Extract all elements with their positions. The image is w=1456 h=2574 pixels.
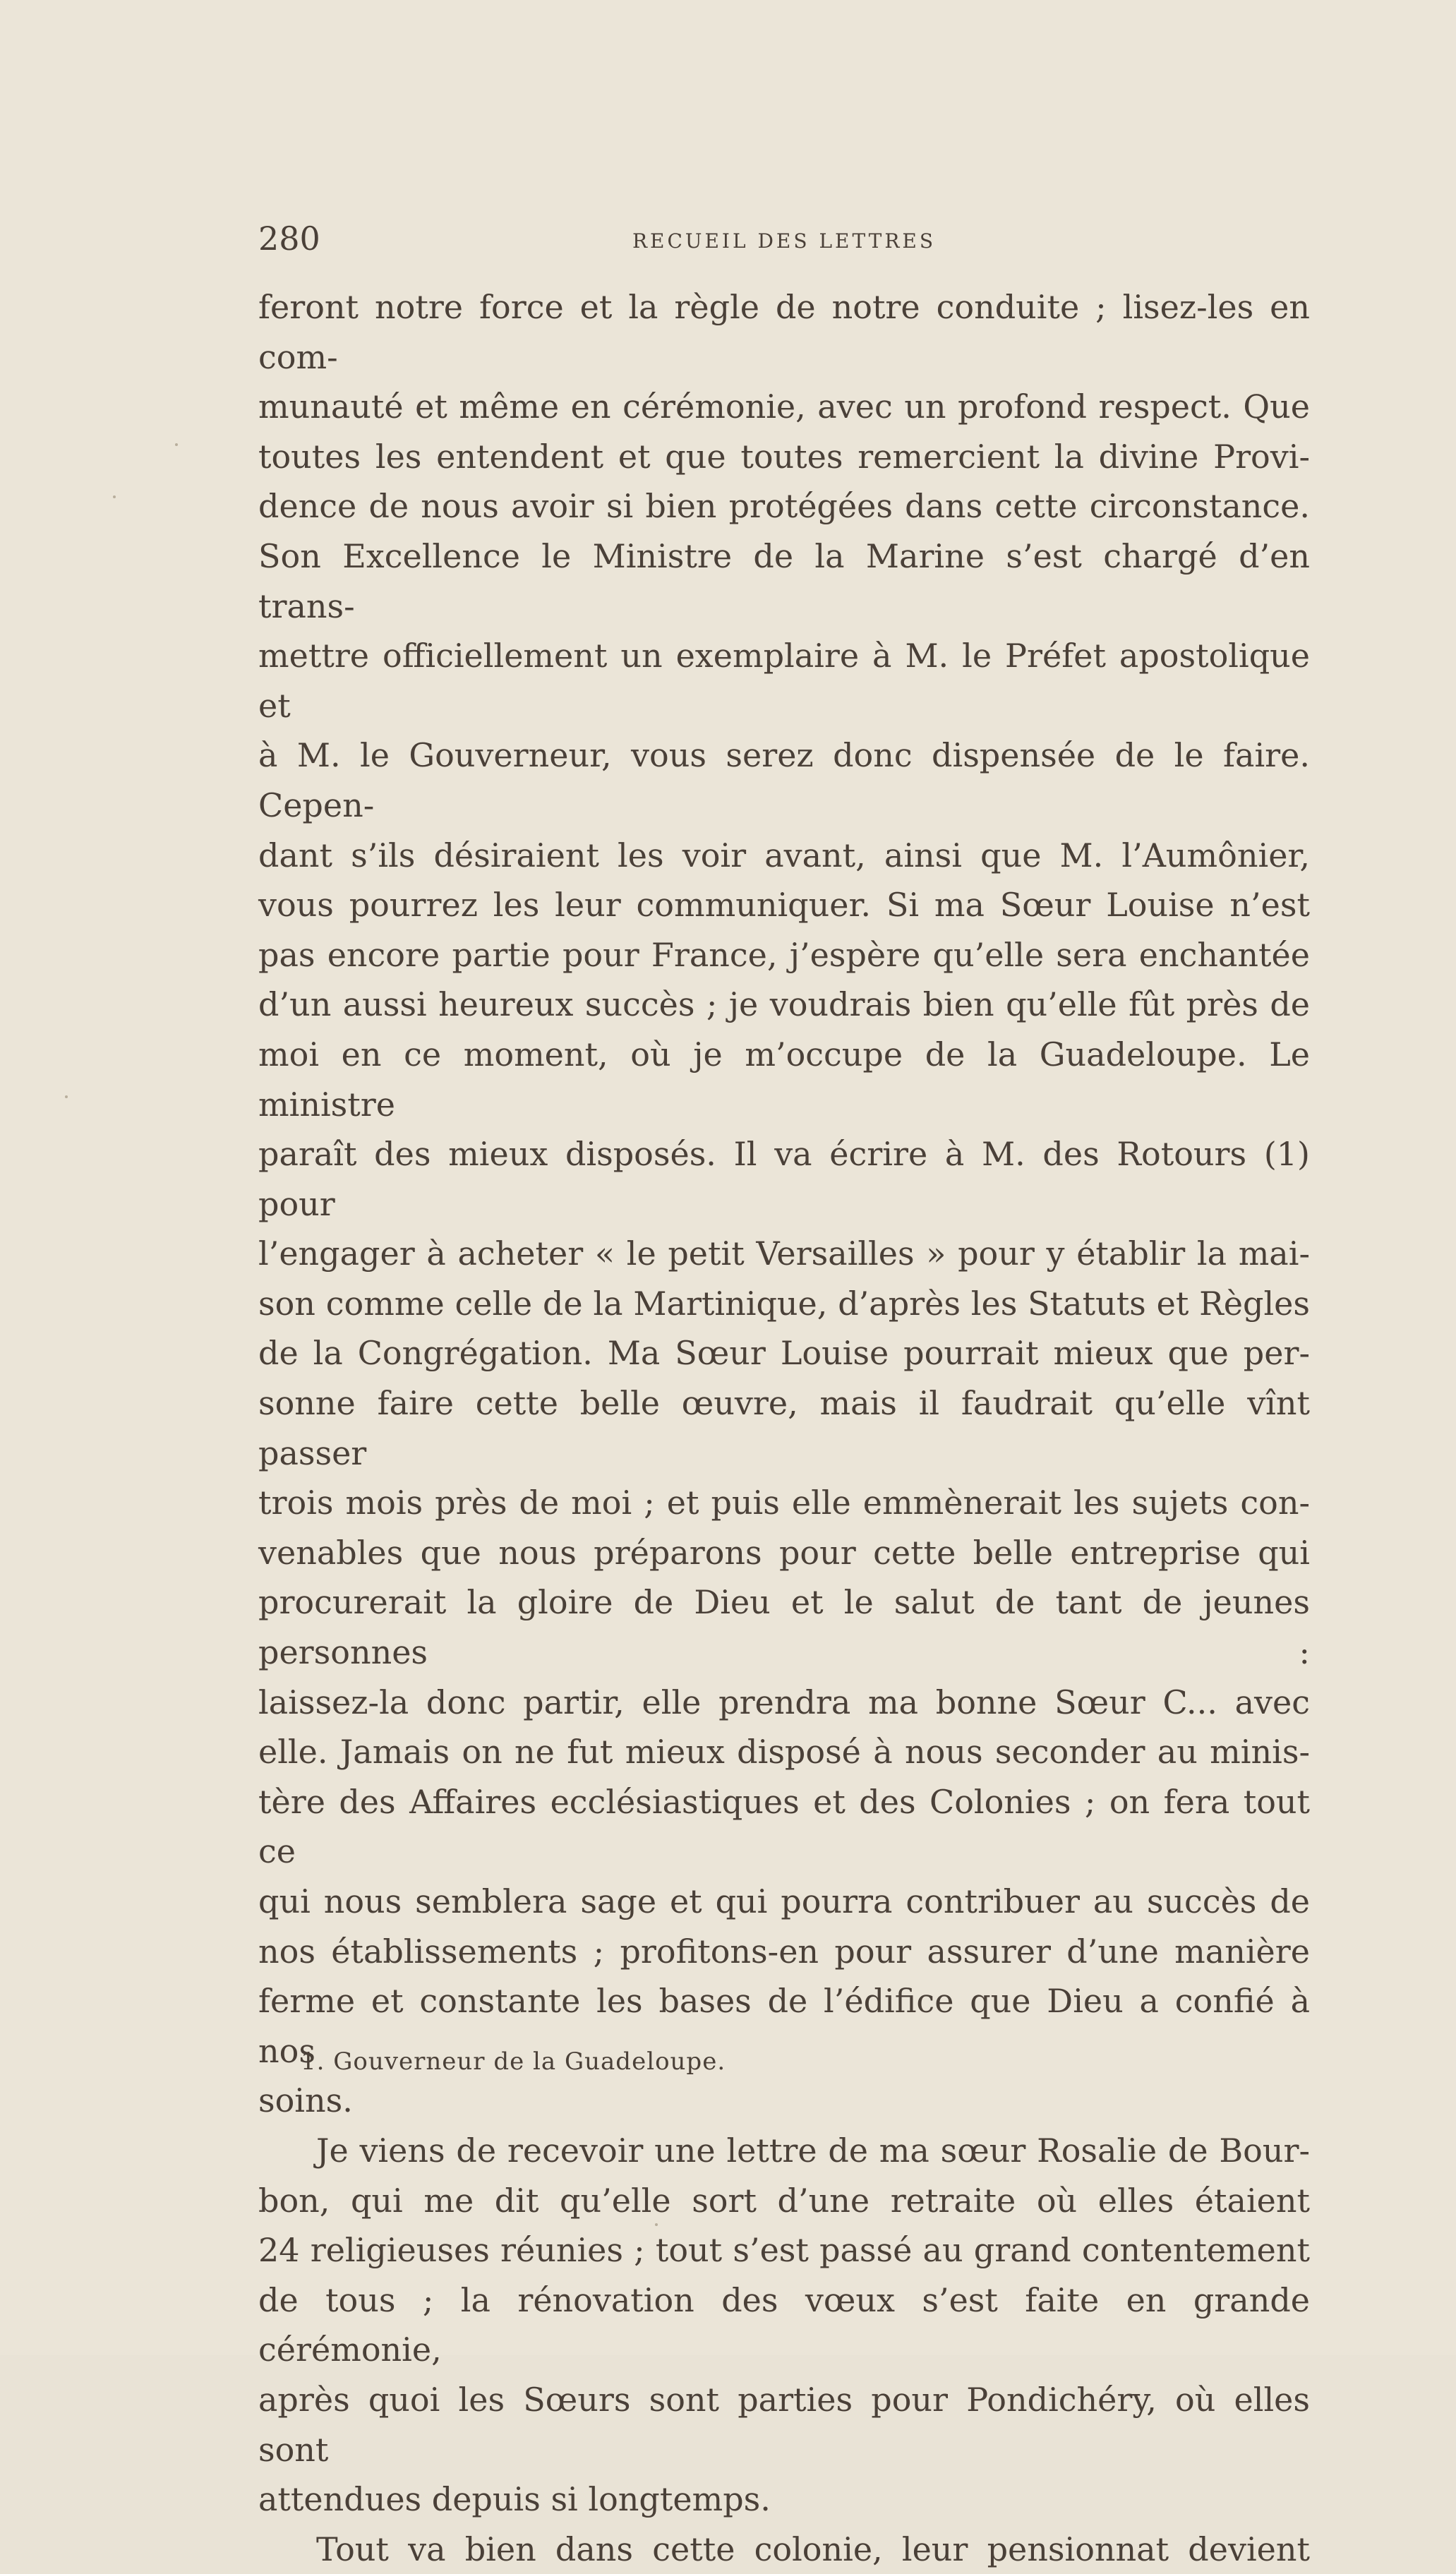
body-text	[258, 282, 1310, 2574]
text-line: à M. le Gouverneur, vous serez donc dispensée de le faire. Cepen-	[258, 736, 1310, 824]
text-line: mettre officiellement un exemplaire à M. le Préfet apostolique et	[258, 637, 1310, 725]
page-number: 280	[258, 219, 320, 258]
text-line: laissez-la donc partir, elle prendra ma bonne Sœur C... avec	[258, 1683, 1310, 1721]
paper-speck	[175, 443, 178, 446]
text-line: de tous ; la rénovation des vœux s’est faite en grande cérémonie,	[258, 2280, 1310, 2369]
text-line: toutes les entendent et que toutes remercient la divine Provi-	[258, 437, 1310, 476]
paper-speck	[113, 495, 116, 498]
text-line: qui nous semblera sage et qui pourra contribuer au succès de	[258, 1882, 1310, 1920]
text-line: Son Excellence le Ministre de la Marine s’est chargé d’en trans-	[258, 536, 1310, 625]
text-line: procurerait la gloire de Dieu et le salut de tant de jeunes personnes :	[258, 1583, 1310, 1672]
text-line: munauté et même en cérémonie, avec un profond respect. Que	[258, 387, 1310, 426]
text-line: paraît des mieux disposés. Il va écrire à M. des Rotours (1) pour	[258, 1135, 1310, 1223]
text-line: Tout va bien dans cette colonie, leur pensionnat devient	[316, 2530, 1310, 2568]
text-line: tère des Affaires ecclésiastiques et des Colonies ; on fera tout ce	[258, 1782, 1310, 1871]
text-line: après quoi les Sœurs sont parties pour Pondichéry, où elles sont	[258, 2380, 1310, 2469]
paper-speck	[65, 1095, 68, 1098]
text-line: l’engager à acheter « le petit Versailles » pour y établir la mai-	[258, 1234, 1310, 1273]
page-header	[258, 217, 1310, 260]
text-line: 24 religieuses réunies ; tout s’est passé au grand contentement	[258, 2231, 1310, 2270]
running-title: RECUEIL DES LETTRES	[632, 229, 937, 253]
text-line: ferme et constante les bases de l’édifice que Dieu a confié à nos	[258, 1982, 1310, 2070]
text-line: venables que nous préparons pour cette belle entreprise qui	[258, 1533, 1310, 1572]
text-line: Je viens de recevoir une lettre de ma sœur Rosalie de Bour-	[316, 2131, 1310, 2170]
text-line: attendues depuis si longtemps.	[258, 2480, 771, 2519]
text-line: elle. Jamais on ne fut mieux disposé à nous seconder au minis-	[258, 1733, 1310, 1772]
text-line: d’un aussi heureux succès ; je voudrais bien qu’elle fût près de	[258, 985, 1310, 1024]
footnote: 1. Gouverneur de la Guadeloupe.	[301, 2047, 726, 2076]
text-line: nos établissements ; profitons-en pour assurer d’une manière	[258, 1932, 1310, 1971]
text-line: son comme celle de la Martinique, d’après les Statuts et Règles	[258, 1284, 1310, 1323]
text-line: feront notre force et la règle de notre conduite ; lisez-les en com-	[258, 288, 1310, 376]
text-line: soins.	[258, 2081, 353, 2120]
text-line: pas encore partie pour France, j’espère qu’elle sera enchantée	[258, 935, 1310, 974]
text-line: moi en ce moment, où je m’occupe de la Guadeloupe. Le ministre	[258, 1035, 1310, 1124]
text-line: dant s’ils désiraient les voir avant, ainsi que M. l’Aumônier,	[258, 836, 1310, 874]
text-line: sonne faire cette belle œuvre, mais il faudrait qu’elle vînt passer	[258, 1384, 1310, 1472]
text-line: vous pourrez les leur communiquer. Si ma Sœur Louise n’est	[258, 886, 1310, 925]
text-line: bon, qui me dit qu’elle sort d’une retraite où elles étaient	[258, 2181, 1310, 2220]
text-line: de la Congrégation. Ma Sœur Louise pourrait mieux que per-	[258, 1334, 1310, 1373]
text-line: trois mois près de moi ; et puis elle emmènerait les sujets con-	[258, 1484, 1310, 1522]
text-line: dence de nous avoir si bien protégées dans cette circonstance.	[258, 487, 1310, 526]
paper-speck	[655, 2223, 658, 2226]
